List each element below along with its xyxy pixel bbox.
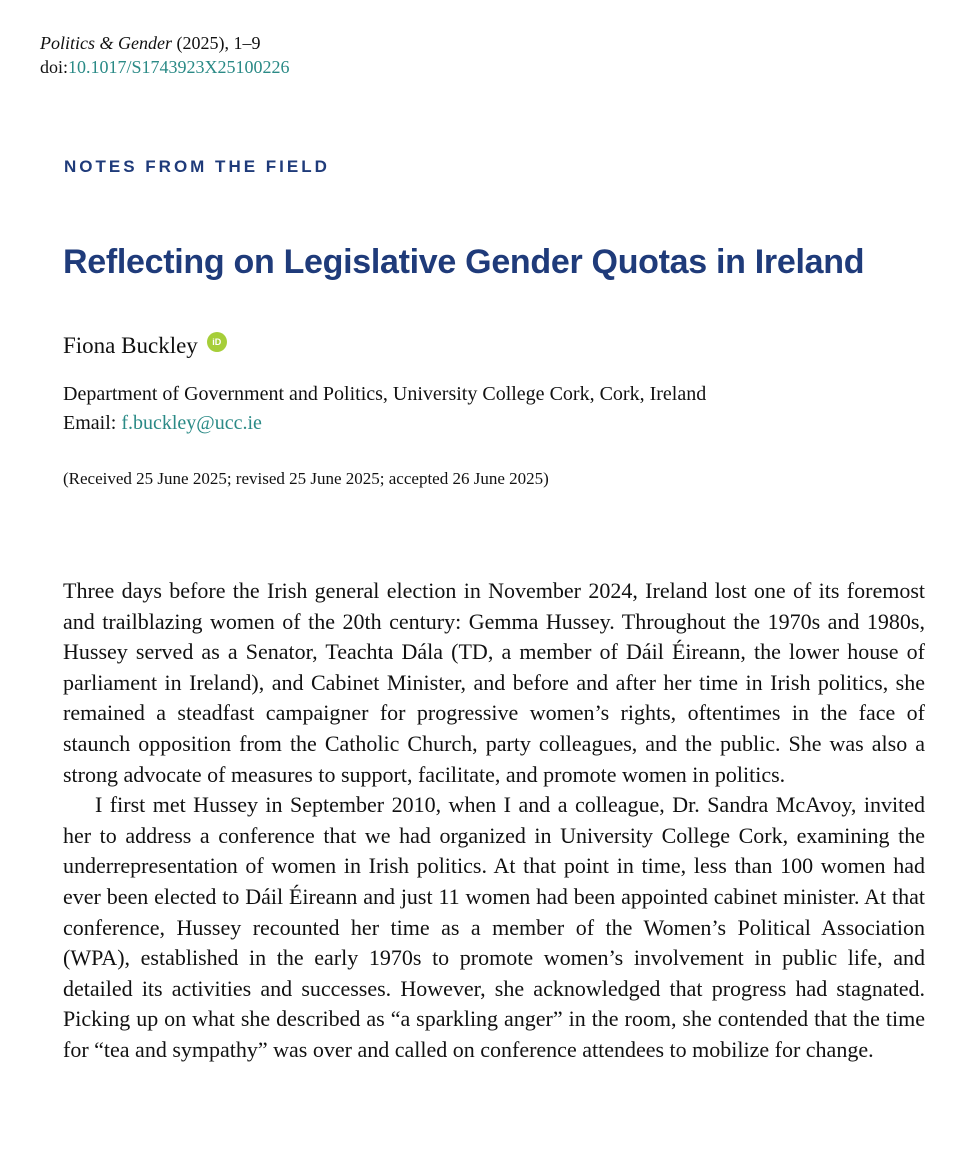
doi-link[interactable]: 10.1017/S1743923X25100226 <box>68 57 290 77</box>
email-label: Email: <box>63 412 122 434</box>
orcid-icon[interactable]: iD <box>207 332 227 352</box>
article-body <box>63 576 925 1066</box>
journal-year-pages: (2025), 1–9 <box>171 33 261 53</box>
section-label: NOTES FROM THE FIELD <box>64 157 330 176</box>
body-paragraph: I first met Hussey in September 2010, when I and a colleague, Dr. Sandra McAvoy, invited her to address a conference that we had organized in University College Cork, examining the underrepresentation of women in Irish politics. At that point in time, less than 100 women had ever been elected to Dáil Éireann and just 11 women had been appointed cabinet minister. At that conference, Hussey recounted her time as a member of the Women’s Political Association (WPA), established in the early 1970s to promote women’s involvement in public life, and detailed its activities and successes. However, she acknowledged that progress had stagnated. Picking up on what she described as “a sparkling anger” in the room, she contended that the time for “tea and sympathy” was over and called on conference attendees to mobilize for change. <box>63 792 925 1062</box>
article-title: Reflecting on Legislative Gender Quotas in Ireland <box>63 243 865 281</box>
journal-line <box>40 31 290 55</box>
affiliation-block <box>63 380 706 438</box>
email-link[interactable]: f.buckley@ucc.ie <box>121 412 262 434</box>
body-paragraph: Three days before the Irish general election in November 2024, Ireland lost one of its foremost and trailblazing women of the 20th century: Gemma Hussey. Throughout the 1970s and 1980s, Hussey served as a Senator, Teachta Dála (TD, a member of Dáil Éireann, the lower house of parliament in Ireland), and Cabinet Minister, and before and after her time in Irish politics, she remained a steadfast campaigner for progressive women’s rights, oftentimes in the face of staunch opposition from the Catholic Church, party colleagues, and the public. She was also a strong advocate of measures to support, facilitate, and promote women in politics. <box>63 578 925 787</box>
department: Department of Government and Politics, University College Cork, Cork, Ireland <box>63 383 707 405</box>
email-line <box>63 409 706 438</box>
citation-header <box>40 31 290 79</box>
author-line <box>63 330 227 362</box>
author-name: Fiona Buckley <box>63 333 198 358</box>
doi-line <box>40 55 290 79</box>
journal-name: Politics & Gender <box>40 33 172 53</box>
doi-label: doi: <box>40 57 69 77</box>
received-dates: (Received 25 June 2025; revised 25 June 2025; accepted 26 June 2025) <box>63 469 549 488</box>
